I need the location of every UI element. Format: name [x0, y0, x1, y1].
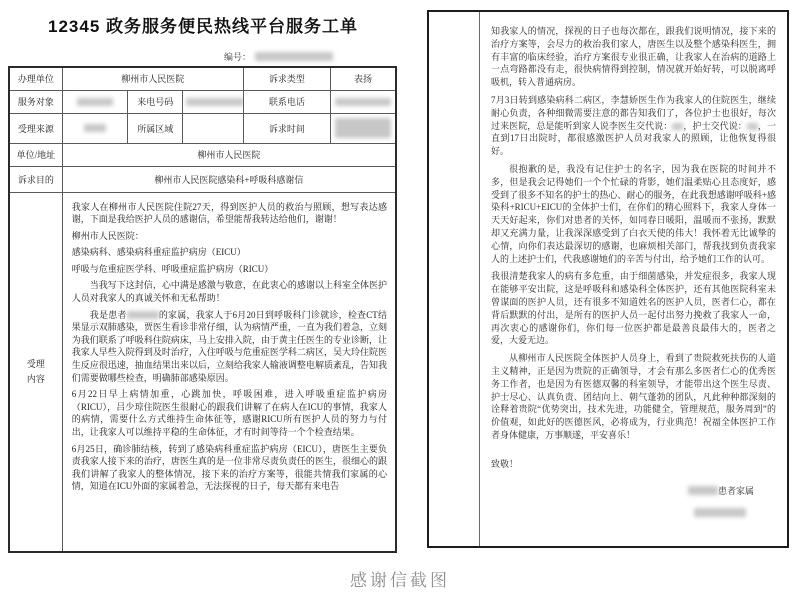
unit-address-label: 单位/地址 — [9, 143, 62, 166]
redacted-contact-phone — [335, 98, 391, 106]
redacted-accept-source — [84, 124, 106, 132]
redacted-caller-number — [186, 98, 243, 106]
redacted-quote — [747, 123, 758, 130]
work-order-page — [8, 4, 398, 553]
unit-address-value: 柳州市人民医院 — [62, 143, 396, 166]
letter-paragraph: 感染病科、感染病科重症监护病房（EICU） — [71, 247, 246, 258]
region-value — [183, 113, 243, 143]
image-caption: 感谢信截图 — [350, 571, 450, 590]
work-order-form-table — [8, 66, 397, 553]
appeal-type-value: 表扬 — [331, 67, 396, 90]
letter-paragraph: 7月3日转到感染病科二病区，李慧娇医生作为我家人的住院医生，继续耐心负责，各种细微需要注意的都告知我们了，各位护士也很好，每次过来医院，总是能听到家人说李医生交代说： ，护士交代说： ，一直到17日出院时，都很感激医护人员对我家人的照顾，让他恢复得很好。 — [491, 94, 776, 157]
redacted-service-object — [77, 98, 113, 106]
redacted-signature-date — [694, 508, 746, 517]
letter-paragraph: 我是患者 的家属，我家人于6月20日到呼吸科门诊就诊，检查CT结果显示双肺感染，贾医生看诊非常仔细，认为病情严重，一直为我们着急，立刻为我们联系了呼吸科住院病床，马上安排入院，由于黄主任医生的专业诊断，让我家人早些入院得到及时治疗，入住呼吸与危重症医学科二病区，吴大玲住院医生反应很迅速，抽血结果出来以后，立刻给我家人输液调整电解质紊乱，告知我们需要做哪些检查，明确肺部感染原因。 — [71, 309, 387, 383]
letter-paragraph: 知我家人的情况，探视的日子也每次都在，跟我们说明情况，接下来的治疗方案等，会尽力的救治我们家人，唐医生以及整个感染科医生，拥有丰富的临床经验，治疗方案很专业很正确，让我家人在治病的道路上一点弯路都没有走，很快病情得到控制，情况就开始好转，可以脱离呼吸机，转入普通病房。 — [491, 26, 776, 88]
redacted-appeal-time — [335, 118, 391, 138]
redacted-serial-number — [255, 52, 333, 61]
handling-unit-label: 办理单位 — [9, 67, 62, 90]
appeal-purpose-value: 柳州市人民医院感染科+呼吸科感谢信 — [62, 166, 396, 192]
appeal-time-label: 诉求时间 — [243, 113, 330, 143]
letter-closing: 致敬！ — [491, 458, 519, 469]
signature-line: 患者家属 — [491, 485, 776, 498]
appeal-purpose-label: 诉求目的 — [9, 166, 62, 192]
appeal-time-value — [331, 113, 396, 143]
redacted-patient-name — [127, 311, 159, 319]
contact-phone-value — [331, 90, 396, 113]
appeal-type-label: 诉求类型 — [243, 67, 330, 90]
accept-content-label: 受理 内容 — [9, 192, 62, 552]
redacted-signature-name — [688, 486, 718, 495]
region-label: 所属区域 — [128, 113, 183, 143]
service-object-label: 服务对象 — [9, 90, 62, 113]
letter-body-right — [480, 12, 787, 546]
accept-content-cell — [62, 192, 396, 552]
letter-body-left — [72, 201, 387, 493]
redacted-quote — [672, 123, 683, 130]
letter-paragraph: 当我写下这封信，心中满是感激与敬意，在此衷心的感谢以上科室全体医护人员对我家人的真诚关怀和无私帮助！ — [71, 280, 387, 304]
contact-phone-label: 联系电话 — [243, 90, 330, 113]
handling-unit-value: 柳州市人民医院 — [62, 67, 243, 90]
caller-number-value — [183, 90, 243, 113]
page-title: 12345 政务服务便民热线平台服务工单 — [48, 17, 358, 36]
caller-number-label: 来电号码 — [128, 90, 183, 113]
letter-paragraph: 我家人在柳州市人民医院住院27天，得到医护人员的救治与照顾，想写表达感谢，下面是我给医护人员的感谢信，希望能帮我转达给他们，谢谢！ — [71, 201, 387, 225]
letter-paragraph: 6月25日，确诊肺结核，转到了感染病科重症监护病房（EICU），唐医生主要负责我家人接下来的治疗，唐医生真的是一位非常尽责负责任的医生，很细心的跟我们讲解了我家人的整体情况，接下来的治疗方案等，很能共情我们家属的心情，知道在ICU外面的家属着急，无法探视的日子，每天都有来电告 — [71, 443, 387, 492]
signature-date-line — [491, 507, 776, 520]
letter-paragraph: 呼吸与危重症医学科、呼吸重症监护病房（RICU） — [71, 263, 274, 274]
work-order-page-2 — [427, 10, 789, 548]
content-label-column-spacer — [429, 12, 480, 546]
letter-paragraph: 从柳州市人民医院全体医护人员身上，看到了贵院救死扶伤的人道主义精神，正是因为贵院的正确领导，才会有那么多医者仁心的优秀医务工作者，也是因为有医德双馨的科室领导，才能带出这个医生尽责、护士尽心、认真负责、团结向上、朝气蓬勃的团队，凡此种种都深刻的诠释着贵院“优势突出，技术先进，功能健全，管理规范，服务周到”的价值观，如此好的医德医风，必将成为，行业典范！祝福全体医护工作者身体健康，万事顺遂，平安喜乐！ — [491, 353, 776, 440]
letter-paragraph: 我很清楚我家人的病有多危重，由于细菌感染，并发症很多，我家人现在能够平安出院，这是呼吸科和感染科全体医护，还有其他医院科室未曾谋面的医护人员，还有很多不知道姓名的医护人员，医者仁心，都在背后默默的付出，是所有的医护人员一起付出努力挽救了我家人一命，再次衷心的感谢你们，你们每一位医护都是最善良最伟大的，医者之爱，大爱无边。 — [491, 271, 776, 346]
service-object-value — [62, 90, 127, 113]
letter-paragraph: 6月22日早上病情加重，心跳加快，呼吸困难，进入呼吸重症监护病房（RICU），吕少琼住院医生很耐心的跟我们讲解了在病人在ICU的事情，我家人的病情，需要什么方式维持生命体征等，感谢RICU所有医护人员的努力与付出，让我家人可以维持平稳的生命体征，才有时间等待一个个检查结果。 — [71, 389, 387, 437]
accept-source-value — [62, 113, 127, 143]
accept-source-label: 受理来源 — [9, 113, 62, 143]
letter-paragraph: 柳州市人民医院： — [71, 230, 144, 241]
serial-number-row — [8, 49, 398, 63]
letter-paragraph: 很抱歉的是，我没有记住护士的名字，因为我在医院的时间并不多，但是我会记得她们一个个忙碌的背影，她们温柔贴心且态度好，感受到了很多不知名的护士的热心、耐心的服务，在此我想感谢呼吸科+感染科+RICU+EICU的全体护士们，在你们的精心照料下，我家人身体一天天好起来，你们对患者的关怀，如同春日暖阳，温暖而不张扬，默默却又充满力量，让我深深感受到了白衣天使的伟大！我怀着无比诚挚的心情，向你们表达最深切的感谢，也麻烦相关部门，帮我找到负责我家人的上述护士们，代我感谢她们的辛苦与付出，给予她们工作的认可。 — [491, 163, 776, 264]
serial-number-label: 编号： — [224, 51, 252, 62]
